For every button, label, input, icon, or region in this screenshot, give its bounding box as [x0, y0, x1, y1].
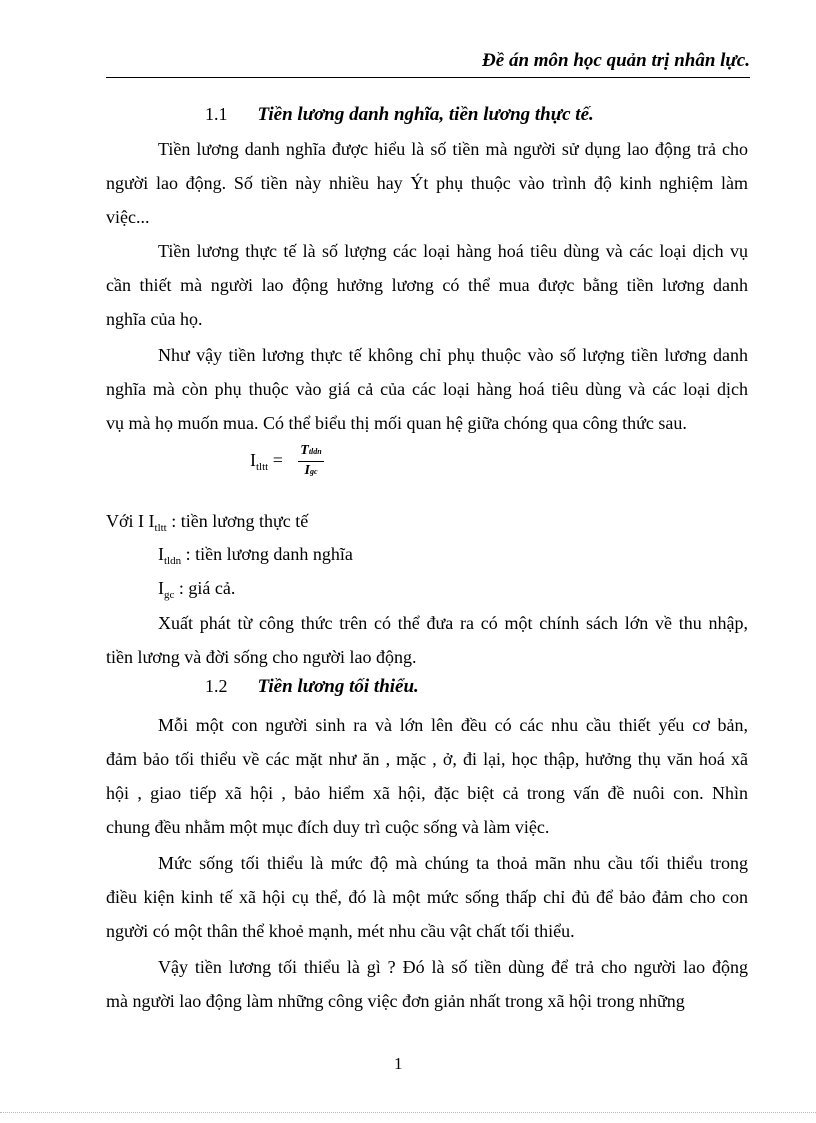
paragraph-line: mà người lao động làm những công việc đơn giản nhất trong xã hội trong những	[106, 991, 685, 1011]
section-1-2-number: 1.2	[205, 676, 228, 696]
paragraph-line: cần thiết mà người lao động hưởng lương có thể mua được bằng tiền lương danh	[106, 275, 748, 295]
paragraph-line: điều kiện kinh tế xã hội cụ thể, đó là một mức sống thấp chỉ đủ để bảo đảm cho con	[106, 887, 748, 907]
section-1-2-heading	[205, 676, 419, 698]
header-divider	[106, 77, 750, 78]
definition-subscript: tldn	[164, 555, 182, 567]
formula-lhs-subscript: tltt	[256, 461, 269, 473]
paragraph-line: Tiền lương danh nghĩa được hiểu là số tiền mà người sử dụng lao động trả cho	[158, 139, 748, 159]
definition-intro: Với I	[106, 511, 149, 531]
denominator-subscript: gc	[309, 467, 318, 476]
definition-text: : tiền lương thực tế	[166, 511, 309, 531]
paragraph-line: Tiền lương thực tế là số lượng các loại hàng hoá tiêu dùng và các loại dịch vụ	[158, 241, 748, 261]
paragraph-line: Xuất phát từ công thức trên có thể đưa ra có một chính sách lớn về thu nhập,	[158, 613, 748, 633]
section-1-1-title: Tiền lương danh nghĩa, tiền lương thực tế.	[257, 104, 594, 125]
definition-subscript: tltt	[154, 522, 167, 534]
running-header-title: Đề án môn học quản trị nhân lực.	[482, 50, 750, 71]
paragraph-line: Như vậy tiền lương thực tế không chỉ phụ thuộc vào số lượng tiền lương danh	[158, 345, 748, 365]
section-1-2-title: Tiền lương tối thiểu.	[257, 676, 419, 697]
paragraph-line: đảm bảo tối thiểu về các mặt như ăn , mặc , ở, đi lại, học thập, hưởng thụ văn hoá xã	[106, 749, 748, 769]
numerator-symbol: T	[300, 443, 309, 458]
formula-equals: =	[268, 450, 283, 470]
wage-formula	[250, 443, 322, 478]
formula-fraction	[298, 442, 324, 481]
paragraph-line: vụ mà họ muốn mua. Có thể biểu thị mối quan hệ giữa chóng qua công thức sau.	[106, 413, 687, 433]
paragraph-line: nghĩa mà còn phụ thuộc vào giá cả của các loại hàng hoá tiêu dùng và các loại dịch	[106, 379, 748, 399]
numerator-subscript: tldn	[308, 447, 322, 456]
definition-symbol: I	[148, 511, 155, 531]
paragraph-line: chung đều nhằm một mục đích duy trì cuộc sống và làm việc.	[106, 817, 550, 837]
paragraph-line: hội , giao tiếp xã hội , bảo hiểm xã hội, đặc biệt cả trong vấn đề nuôi con. Nhìn	[106, 783, 748, 803]
formula-numerator	[298, 442, 324, 462]
section-1-1-heading	[205, 104, 594, 126]
page-bottom-border	[0, 1112, 816, 1113]
definition-symbol: I	[158, 544, 164, 564]
definition-text: : giá cả.	[174, 578, 236, 598]
paragraph-line: tiền lương và đời sống cho người lao động.	[106, 647, 417, 667]
formula-denominator	[298, 462, 324, 481]
paragraph-line: việc...	[106, 207, 150, 227]
denominator-symbol: I	[304, 463, 310, 478]
definition-subscript: gc	[164, 589, 175, 601]
section-1-1-number: 1.1	[205, 104, 228, 124]
definition-symbol: I	[158, 578, 164, 598]
paragraph-line: Vậy tiền lương tối thiểu là gì ? Đó là số tiền dùng để trả cho người lao động	[158, 957, 748, 977]
definition-text: : tiền lương danh nghĩa	[181, 544, 353, 564]
formula-lhs: I	[250, 450, 256, 470]
page-number: 1	[394, 1054, 403, 1073]
paragraph-line: Mức sống tối thiểu là mức độ mà chúng ta thoả mãn nhu cầu tối thiểu trong	[158, 853, 748, 873]
paragraph-line: người có một thân thể khoẻ mạnh, mét nhu cầu vật chất tối thiểu.	[106, 921, 575, 941]
paragraph-line: Mỗi một con người sinh ra và lớn lên đều có các nhu cầu thiết yếu cơ bản,	[158, 715, 748, 735]
paragraph-line: người lao động. Số tiền này nhiều hay Ýt phụ thuộc vào trình độ kinh nghiệm làm	[106, 173, 748, 193]
paragraph-line: nghĩa của họ.	[106, 309, 203, 329]
